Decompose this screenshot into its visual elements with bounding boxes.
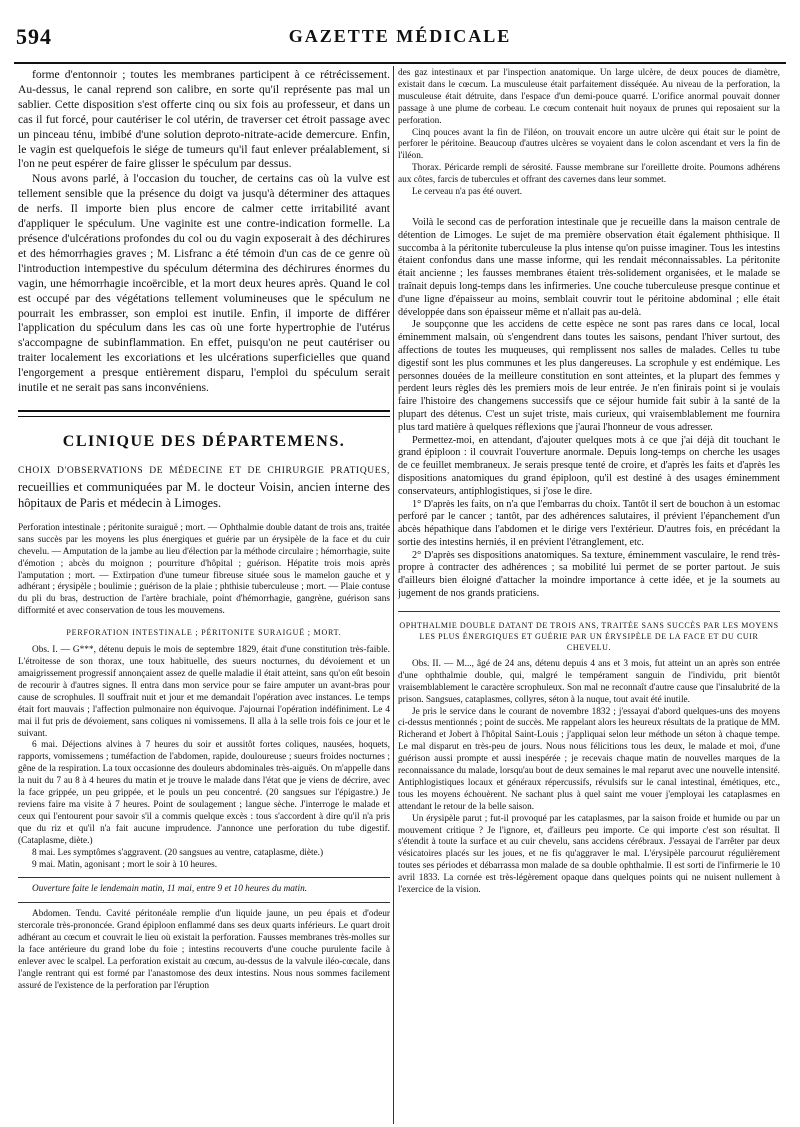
page-header — [14, 24, 786, 54]
observation-2-heading: OPHTHALMIE DOUBLE DATANT DE TROIS ANS, TRAITÉE SANS SUCCÈS PAR LES MOYENS LES PLUS ÉNERGIQUES ET GUÉRIE PAR UN ÉRYSIPÈLE DE LA FACE ET DU CUIR CHEVELU. — [399, 620, 779, 652]
section-subtitle — [18, 461, 390, 511]
obs1-paragraph-1: Obs. I. — G***, détenu depuis le mois de septembre 1829, était d'une constitution très-faible. L'étroitesse de son thorax, une toux habituelle, des sueurs nocturnes, du dévoiement et un amaigrissement progressif annonçaient assez de quelle maladie il était atteint, sans qu'on eût besoin de recourir à d'autres signes. Il entra dans mon service pour se faire amputer un avant-bras pour cause de scrophules. Il souffrait nuit et jour et me demandait l'opération avec instances. Le temps était fort mauvais ; l'affection pulmonaire non équivoque. J'ajournai l'opération indéfiniment. Le 4 mai il fut pris de dévoiement, sans coliques ni vomissemens. Il alla à la selle trois fois ce jour et le suivant. — [18, 645, 390, 739]
autopsy-heading: Ouverture faite le lendemain matin, 11 mai, entre 9 et 10 heures du matin. — [32, 884, 308, 895]
obs2-paragraph-2: Je pris le service dans le courant de novembre 1832 ; j'essayai d'abord quelques-uns des moyens ci-dessus mentionnés ; point de succès. Me rappelant alors les heureux résultats de la pratique de MM. Richerand et Jobert à l'hôpital Saint-Louis ; j'appliquai selon leur méthode un séton à chaque tempe. Le mal disparut en très-peu de jours. Nous nous félicitions tous les deux, le malade et moi, d'une guérison aussi prompte et aussi inespérée ; je recevais chaque matin de nouvelles marques de la reconnaissance du malade, lorsqu'au bout de deux semaines le mal reparut avec une nouvelle intensité. Antiphlogistiques locaux et généraux répercussifs, révulsifs sur le canal intestinal, émétiques, etc., tous les moyens échouèrent. Ne sachant plus à quel saint me vouer j'employai les cataplasmes en attendant le retour de la belle saison. — [398, 706, 780, 812]
subtitle-rest: recueillies et communiquées par M. le docteur Voisin, ancien interne des hôpitaux de Paris et médecin à Limoges. — [18, 479, 390, 510]
right-paragraph-5: 2° D'après ses dispositions anatomiques. Sa texture, éminemment vasculaire, le rend très-propre à contracter des adhérences ; sa mobilité lui permet de se porter partout. Je suis d'ailleurs bien éloigné d'attacher la moindre importance à cette idée, et je la soumets au jugement de nos grands praticiens. — [398, 549, 780, 600]
summary: Perforation intestinale ; péritonite suraiguë ; mort. — Ophthalmie double datant de trois ans, traitée sans succès par les moyens les plus énergiques et guérie par un érysipèle de la face et du cuir chevelu. — Amputation de la jambe au lieu d'élection par la méthode circulaire ; hémorrhagie, suite d'émotion ; abcès du moignon ; pourriture d'hôpital ; guérison. Hépatite trois mois après l'amputation ; mort. — Extirpation d'une tumeur fibreuse située sous le mamelon gauche et y adhérant ; érysipèle ; boulimie ; guérison de la plaie ; phthisie tuberculeuse ; mort. — Plaie contuse du pli du bras, destruction de l'artère brachiale, point d'hémorrhagie, gangrène, guérison sans difformité et avec conservation de tous les mouvemens. — [18, 522, 390, 617]
autopsy-rule — [18, 877, 390, 878]
cinq-paragraph: Cinq pouces avant la fin de l'iléon, on trouvait encore un autre ulcère qui était sur le point de perforer le péritoine. Beaucoup d'autres ulcères se voyaient dans le colon ascendant et vers la fin de l'iléon. — [398, 127, 780, 162]
section-rule — [18, 410, 390, 412]
obs1-paragraph-4: 9 mai. Matin, agonisant ; mort le soir à 10 heures. — [32, 859, 218, 870]
right-paragraph-4: 1° D'après les faits, on n'a que l'embarras du choix. Tantôt il sert de bouchon à un estomac perforé par le cancer ; tantôt, par des adhérences salutaires, il prévient l'épanchement d'un abcès hépathique dans l'abdomen et le dirige vers l'extérieur. D'autres fois, en précédant la sortie des intestins herniés, il en prévient l'étranglement, etc. — [398, 498, 780, 548]
observation-1-heading: PERFORATION INTESTINALE ; PÉRITONITE SURAIGUË ; MORT. — [66, 628, 342, 638]
right-continuation: des gaz intestinaux et par l'inspection anatomique. Un large ulcère, de deux pouces de diamètre, existait dans le cœcum. La musculeuse était parfaitement disséquée. Au niveau de la perforation, la musculeuse était détruite, dans l'espace d'un demi-pouce quarré. L'orifice anormal pouvait donner passage à une plume de corbeau. Le cœcum contenait huit noyaux de prunes qui reposaient sur la perforation. — [398, 68, 780, 126]
right-column — [398, 68, 780, 1123]
abdomen-paragraph: Abdomen. Tendu. Cavité péritonéale remplie d'un liquide jaune, un peu épais et d'odeur stercorale très-prononcée. Grand épiploon enflammé dans ses deux quarts inférieurs. Le quart droit adhérant au cœcum et couvrait le lieu où existait la perforation. Fausses membranes très-molles sur la face antérieure du grand lobe du foie ; intestins recouverts d'une couche purulente facile à enlever avec le scalpel. La perforation existait au cœcum, au-dessus de la valvule iléo-cœcale, dans l'angle rentrant qui est formé par l'anastomose des deux intestins. Nous nous sommes facilement assuré de l'existence de la perforation par l'éruption — [18, 909, 390, 991]
left-paragraph-2: Nous avons parlé, à l'occasion du toucher, de certains cas où la vulve est tellement sensible que la présence du doigt va jusqu'à déterminer des attaques de nerfs. Il importe bien plus encore de calmer cette irritabilité avant d'appliquer le spéculum. Une vaginite est une contre-indication formelle. La présence d'ulcérations profondes du col ou du vagin exposerait à des déchirures et des hémorrhagies graves ; M. Lisfranc a été témoin d'un cas de ce genre où l'introduction intempestive du spéculum détermina des déchirures énormes du vagin, une hémorrhagie incoërcible, et la mort deux heures après. Quand le col est occupé par des végétations tellement volumineuses que le spéculum ne pourrait les embrasser, son emploi est inutile. Enfin, il importe de différer l'application du spéculum dans les cas où une forte hypertrophie de l'utérus s'accompagne de subinflammation. En effet, puisqu'on ne peut cautériser ou traiter localement les excoriations et les ulcérations superficielles que quand l'engorgement a presque entièrement disparu, l'emploi du spéculum serait inutile et ne serait pas sans inconvéniens. — [18, 172, 390, 395]
section-title: CLINIQUE DES DÉPARTEMENS. — [62, 432, 346, 450]
page-number: 594 — [16, 24, 52, 49]
subtitle-smallcaps: CHOIX D'OBSERVATIONS DE MÉDECINE ET DE CHIRURGIE PRATIQUES, — [18, 465, 390, 476]
thorax-paragraph: Thorax. Péricarde rempli de sérosité. Fausse membrane sur l'oreillette droite. Poumons adhérens aux côtes, farcis de tubercules et offrant des cavernes dans leur sommet. — [398, 163, 780, 186]
left-column — [18, 68, 390, 1118]
right-paragraph-3: Permettez-moi, en attendant, d'ajouter quelques mots à ce que j'ai déjà dit touchant le grand épiploon : il couvrait l'ouverture anormale. Depuis long-temps on cherche les usages de ce feuillet membraneux. Je serais presque tenté de croire, et d'après les faits et d'après les dispositions anatomiques du grand épiploon, qu'il est destiné à des usages éminemment conservateurs, antiphlogistiques, si j'ose le dire. — [398, 434, 780, 497]
section-rule-thin — [18, 416, 390, 417]
obs2-rule — [398, 611, 780, 612]
cerveau-paragraph: Le cerveau n'a pas été ouvert. — [412, 187, 523, 198]
header-rule — [14, 62, 786, 64]
obs1-paragraph-2: 6 mai. Déjections alvines à 7 heures du soir et aussitôt fortes coliques, nausées, hoquets, rapports, vomissemens ; tuméfaction de l'abdomen, rapide, douloureuse ; sueurs froides nocturnes ; gêne de la respiration. La toux occasionne des douleurs abdominales très-aiguës. On m'appelle dans la nuit du 7 au 8 à 4 heures du matin et je trouve le malade dans l'état que je viens de décrire, avec la face grippée, un peu grippée, et le pouls un peu concentré. (20 sangsues sur l'épigastre.) Je reviens faire ma visite à 7 heures. Point de soulagement ; langue sèche. J'interroge le malade et ceux qui l'entourent pour savoir s'il a commis quelque excès : tous s'accordent à dire qu'il n'a pris que du riz et qu'il n'a fait aucune imprudence. J'annonce une perforation du tube digestif. (Cataplasme, diète.) — [18, 740, 390, 846]
right-paragraph-1: Voilà le second cas de perforation intestinale que je recueille dans la maison centrale de détention de Limoges. Le sujet de ma première observation était également phthisique. Il succomba à la péritonite tuberculeuse la plus intense qu'on puisse imaginer. Tous les intestins étaient confondus dans une masse informe, qui les rendait méconnaissables. La péritonite était ancienne ; les fausses membranes étaient très-solidement organisées, et le malade se traînait depuis long-temps dans les infirmeries. Une couche tuberculeuse presque continue et d'une ligne d'épaisseur au moins, semblait couvrir tout le péritoine abdominal ; elle était développée dans son épaisseur même et n'allait pas au-delà. — [398, 216, 780, 318]
obs2-paragraph-3: Un érysipèle parut ; fut-il provoqué par les cataplasmes, par la saison froide et humide ou par un mouvement critique ? Je l'ignore, et, d'ailleurs peu importe. Ce qui importe c'est son résultat. Il s'étendit à toute la surface et au cuir chevelu, sans accidens cérébraux. J'essayai de l'arrêter par deux vésicatoires placés sur les joues, et ne fis qu'aggraver le mal. L'érysipèle parcourut régulièrement toutes ses périodes et débarrassa mon malade de sa double ophthalmie. Il est sorti de l'infirmerie le 10 avril 1833. La cornée est très-légèrement opaque dans quelques points qui ne nuisent nullement à l'exercice de la vision. — [398, 813, 780, 896]
column-divider — [393, 66, 394, 1124]
autopsy-rule-2 — [18, 902, 390, 903]
right-paragraph-2: Je soupçonne que les accidens de cette espèce ne sont pas rares dans ce local, local éminemment malsain, où s'engendrent dans toutes les saisons, pendant l'hiver surtout, des affections de toutes les muqueuses, qui remplissent nos salles de malades. Celles tu tube digestif sont les plus communes et les plus dangereuses. La scrophule y est endémique. Les personnes douées de la meilleure constitution en sont atteintes, et la plupart des femmes y perdent leurs règles dès les premiers mois de leur entrée. Je n'en finirais point si je voulais faire l'histoire des changemens successifs que ce séjour humide fait subir à la santé de la plupart des détenus. C'est un sujet triste, mais curieux, qui vraisemblablement me fournira plus tard matière à quelques réflexions que j'aurai l'honneur de vous adresser. — [398, 319, 780, 433]
obs2-paragraph-1: Obs. II. — M..., âgé de 24 ans, détenu depuis 4 ans et 3 mois, fut atteint un an après son entrée d'une ophthalmie double, qui, malgré le tempérament sanguin de l'individu, prit bientôt vraisemblablement le caractère scrophuleux. Son mal ne reconnaît d'autre cause que l'insalubrité de la prison. Sangsues, cataplasmes, collyres, séton à la nuque, tout avait été inutile. — [398, 658, 780, 705]
running-title: GAZETTE MÉDICALE — [288, 26, 512, 46]
left-paragraph-1: forme d'entonnoir ; toutes les membranes participent à ce rétrécissement. Au-dessus, le canal reprend son calibre, en sorte qu'il représente pas mal un sablier. Cette disposition s'est offerte cinq ou six fois au professeur, et dans un cas il fut forcé, pour cautériser le col utérin, de traverser cet étroit passage avec un pinceau ténu, imbibé d'une solution deproto-nitrate-acide demercure. Enfin, le vagin est quelquefois le siége de tumeurs qu'il faut enlever préalablement, si l'on ne peut espérer de faire glisser le spéculum par dessus. — [18, 68, 390, 171]
obs1-paragraph-3: 8 mai. Les symptômes s'aggravent. (20 sangsues au ventre, cataplasme, diète.) — [32, 847, 324, 858]
